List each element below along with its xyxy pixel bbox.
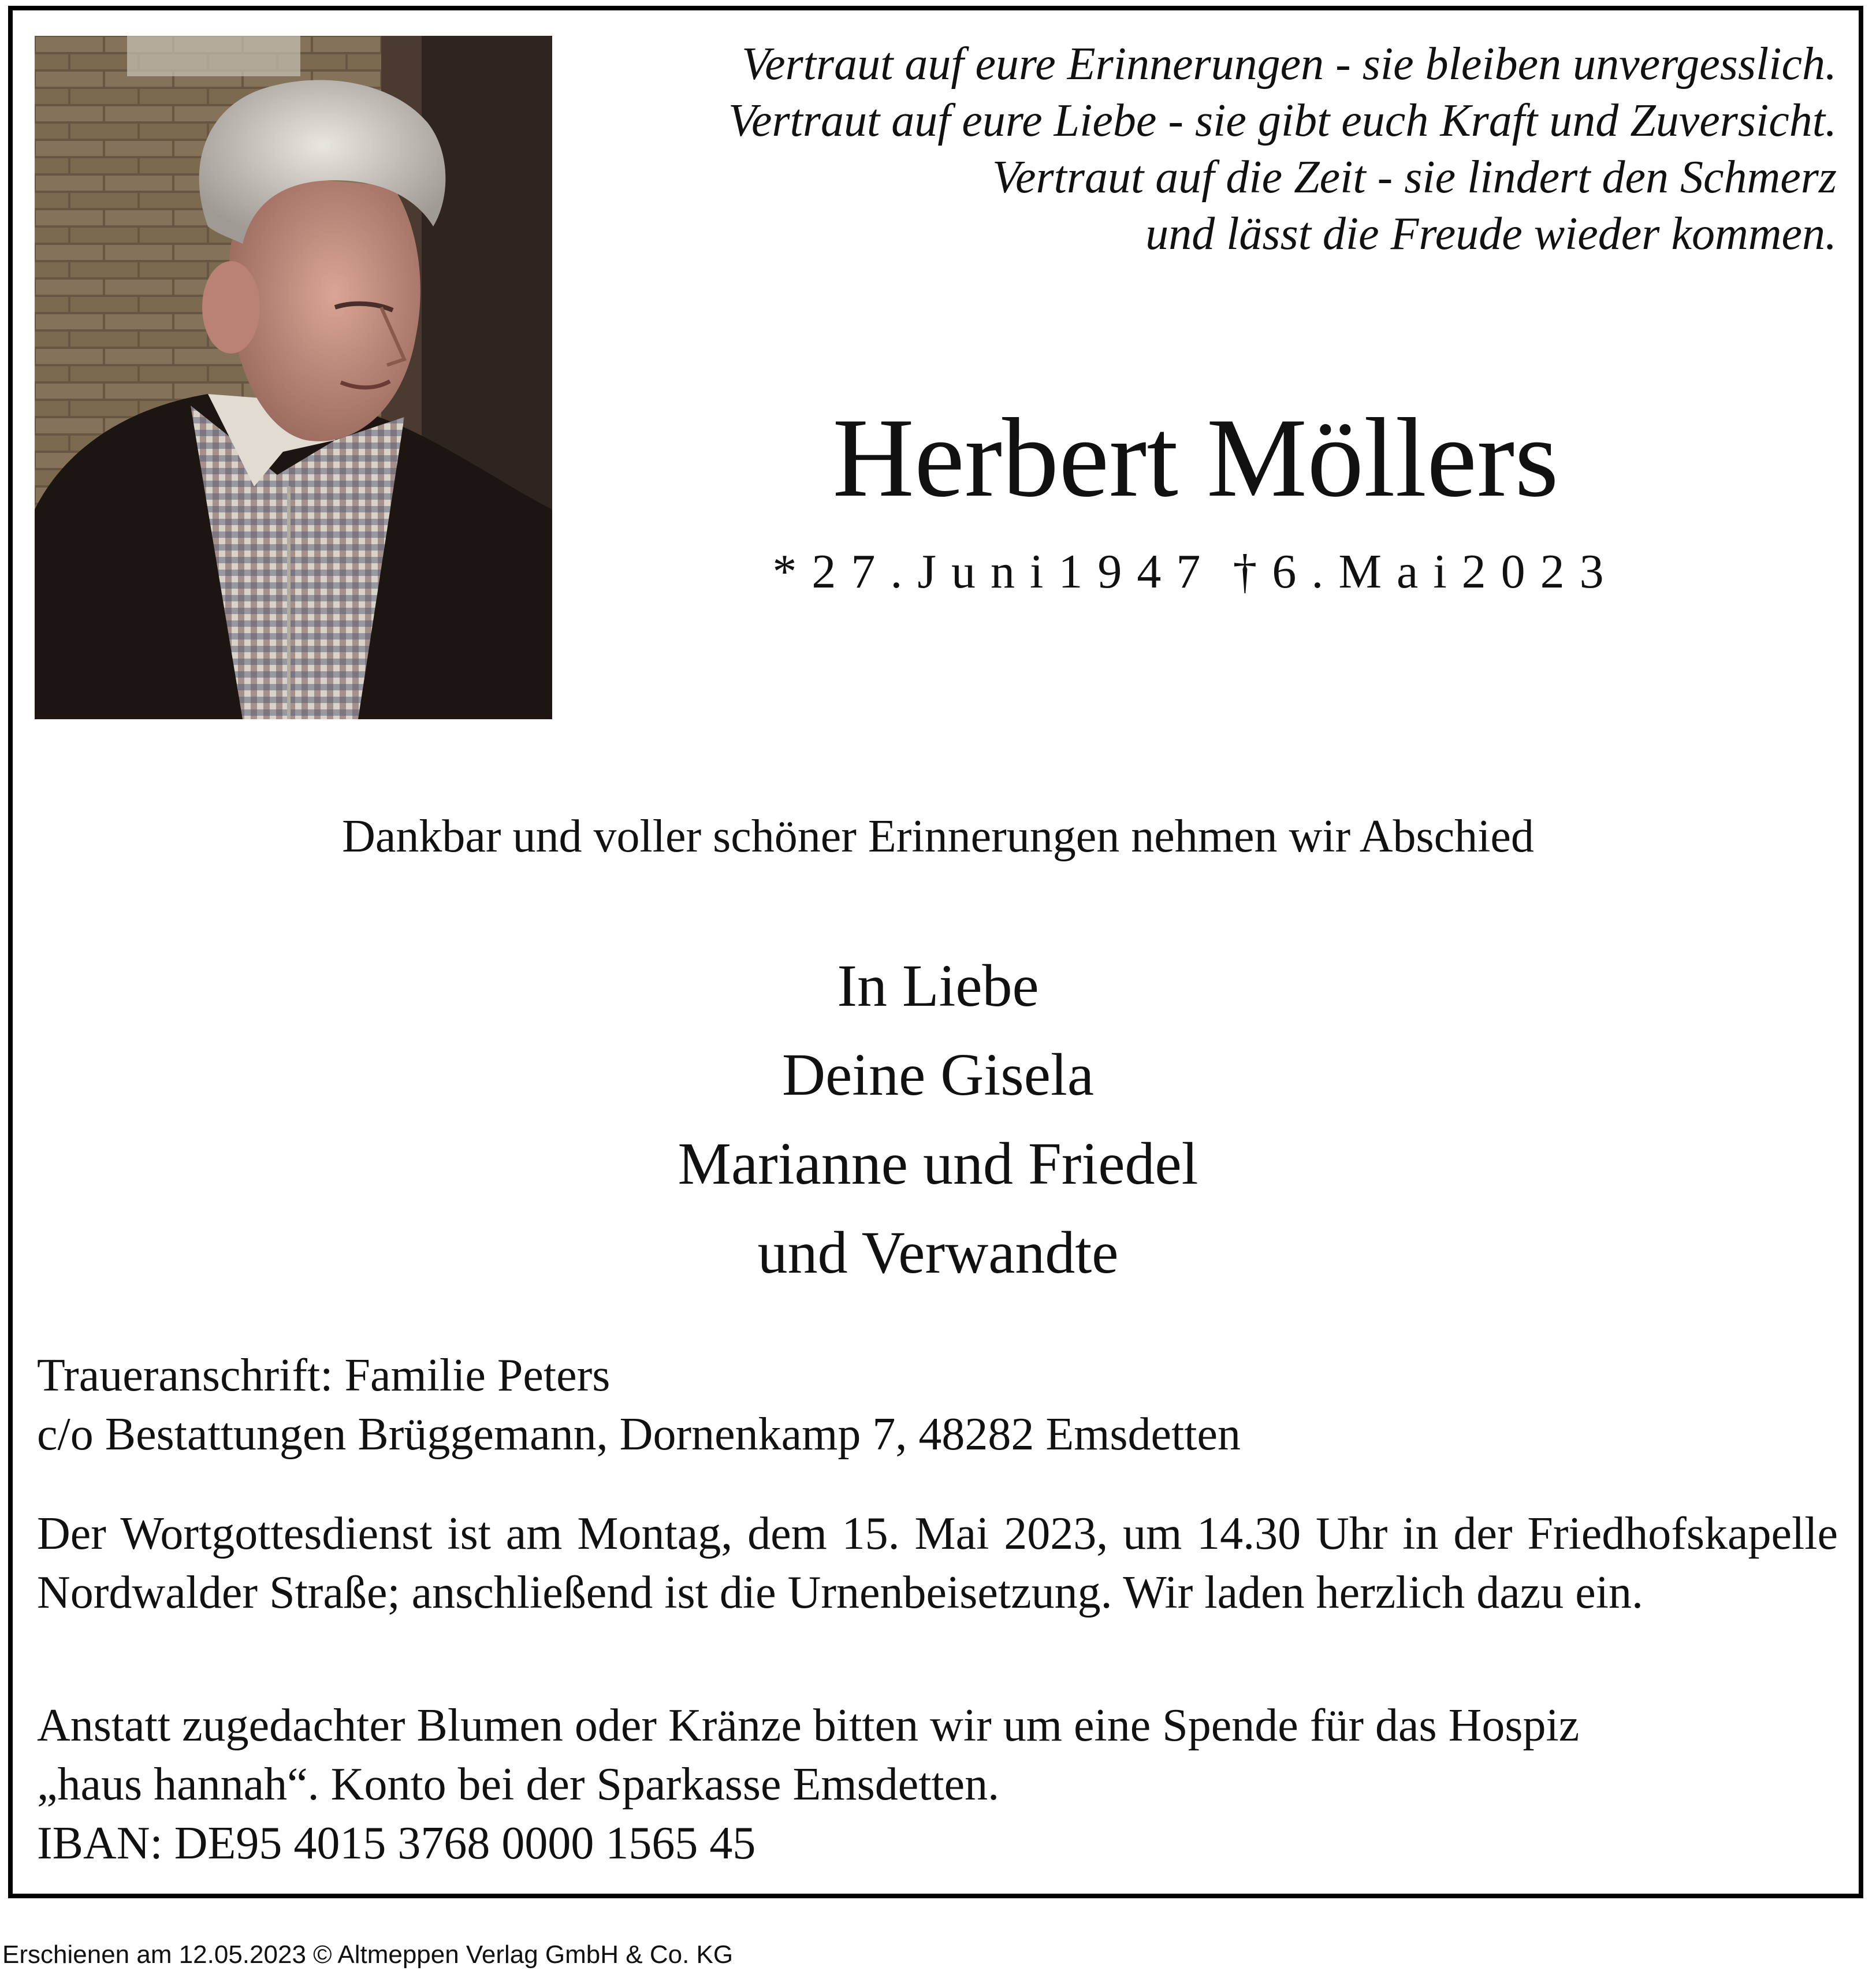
address-line: c/o Bestattungen Brüggemann, Dornenkamp 7, 48282 Emsdetten: [37, 1409, 1241, 1460]
donation-line: „haus hannah“. Konto bei der Sparkasse Emsdetten.: [37, 1759, 1000, 1810]
signature-line: Marianne und Friedel: [678, 1131, 1198, 1197]
poem-line: Vertraut auf die Zeit - sie lindert den Schmerz: [992, 152, 1837, 203]
death-date: †6.Mai2023: [1233, 545, 1619, 598]
poem-line: Vertraut auf eure Erinnerungen - sie bleiben unvergesslich.: [742, 39, 1837, 90]
deceased-name: Herbert Möllers: [832, 395, 1559, 520]
signature-line: In Liebe: [837, 953, 1039, 1019]
life-dates: [728, 540, 1663, 604]
signature-line: Deine Gisela: [781, 1042, 1094, 1108]
birth-date: *27.Juni1947: [772, 545, 1216, 598]
portrait-photo: [35, 36, 552, 719]
portrait-illustration: [35, 36, 552, 719]
signatures-block: [0, 942, 1876, 1297]
donation-paragraph: [37, 1696, 1838, 1873]
address-line: Traueranschrift: Familie Peters: [37, 1350, 611, 1401]
farewell-line: Dankbar und voller schöner Erinnerungen nehmen wir Abschied: [342, 811, 1534, 862]
poem-line: Vertraut auf eure Liebe - sie gibt euch Kraft und Zuversicht.: [728, 95, 1837, 146]
publication-footer: Erschienen am 12.05.2023 © Altmeppen Verlag GmbH & Co. KG: [2, 1940, 734, 1969]
service-paragraph: Der Wortgottesdienst ist am Montag, dem 15. Mai 2023, um 14.30 Uhr in der Friedhofskapelle Nordwalder Straße; anschließend ist die Urnenbeisetzung. Wir laden herzlich dazu ein.: [37, 1508, 1838, 1618]
iban-line: IBAN: DE95 4015 3768 0000 1565 45: [37, 1818, 756, 1869]
donation-line: Anstatt zugedachter Blumen oder Kränze bitten wir um eine Spende für das Hospiz: [37, 1700, 1580, 1751]
mourning-address: [37, 1346, 1241, 1464]
poem-line: und lässt die Freude wieder kommen.: [1145, 209, 1837, 259]
poem-verse: [578, 36, 1837, 262]
signature-line: und Verwandte: [757, 1219, 1119, 1286]
